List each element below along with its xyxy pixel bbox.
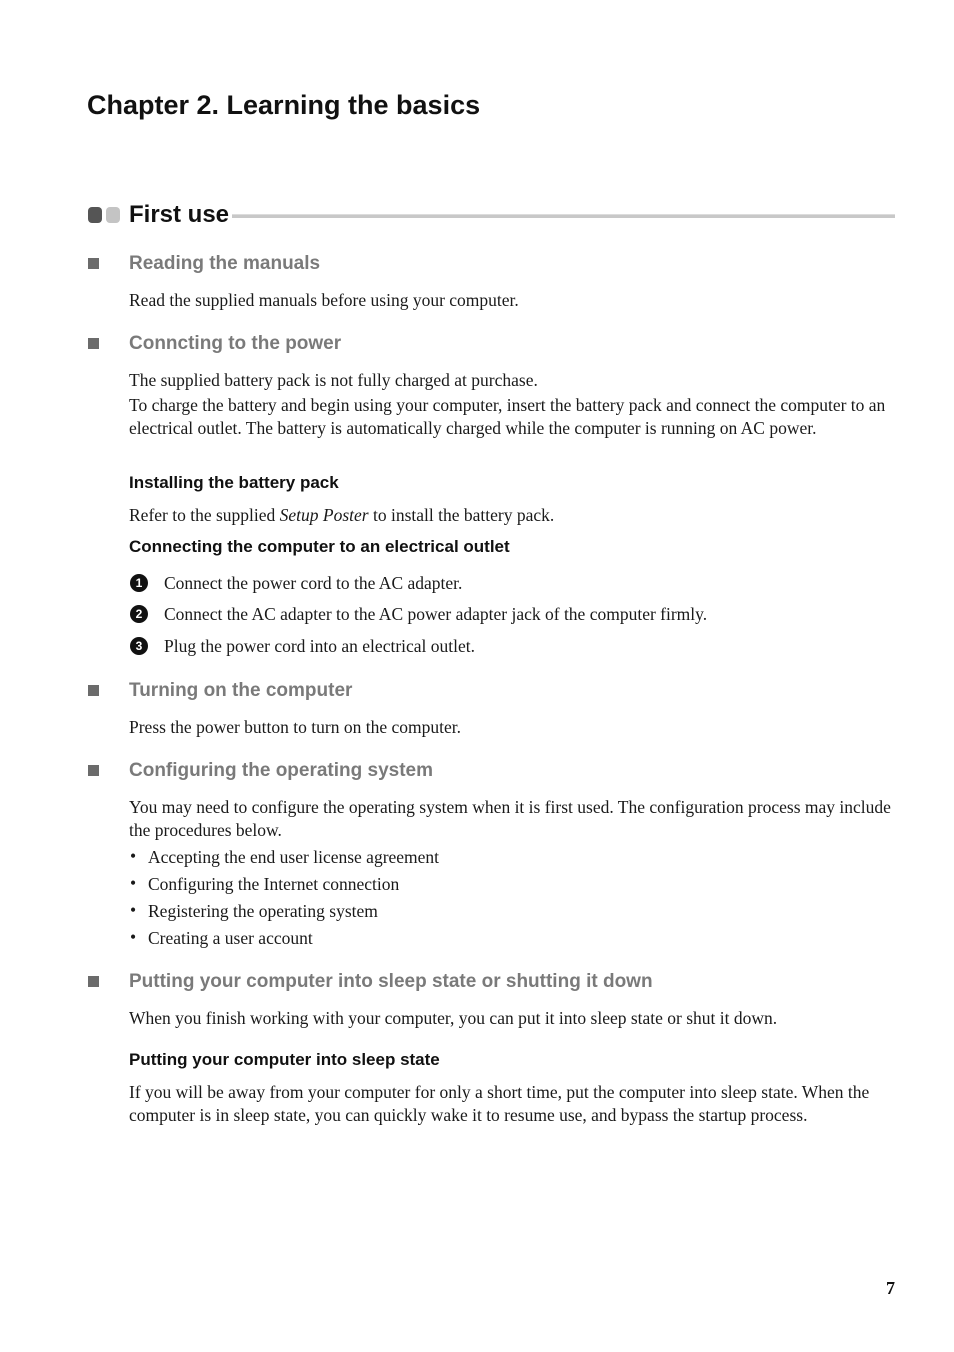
os-bullet-1: Accepting the end user license agreement — [148, 847, 440, 867]
setup-poster-title: Setup Poster — [279, 505, 369, 525]
step-number-3-icon: 3 — [130, 637, 148, 655]
square-bullet-icon — [88, 685, 99, 696]
os-text: You may need to configure the operating system when it is first used. The configuration process may include the procedures below. — [129, 797, 891, 840]
sleep-sub-text: If you will be away from your computer for only a short time, put the computer into sleep state. When the computer is in sleep state, you can quickly wake it to resume use, and bypass the startup process. — [129, 1082, 870, 1125]
square-bullet-icon — [88, 976, 99, 987]
os-bullet-4: Creating a user account — [148, 928, 313, 948]
outlet-heading: Connecting the computer to an electrical outlet — [129, 537, 510, 556]
step-text-3: Plug the power cord into an electrical outlet. — [164, 636, 476, 656]
battery-text: Refer to the supplied Setup Poster to install the battery pack. — [129, 505, 555, 525]
power-paragraph-1: The supplied battery pack is not fully charged at purchase. — [129, 370, 538, 390]
subsection-heading-power: Conncting to the power — [129, 333, 342, 354]
sleep-text: When you finish working with your computer, you can put it into sleep state or shut it down. — [129, 1008, 778, 1028]
step-number-2-icon: 2 — [130, 605, 148, 623]
os-bullet-3: Registering the operating system — [148, 901, 378, 921]
sleep-sub-heading: Putting your computer into sleep state — [129, 1050, 440, 1069]
bullet-dot: • — [130, 927, 137, 947]
square-bullet-icon — [88, 765, 99, 776]
chapter-title: Chapter 2. Learning the basics — [87, 90, 481, 120]
os-bullet-2: Configuring the Internet connection — [148, 874, 400, 894]
subsection-heading-os: Configuring the operating system — [129, 760, 434, 781]
reading-text: Read the supplied manuals before using your computer. — [129, 290, 519, 310]
subsection-heading-sleep: Putting your computer into sleep state or shutting it down — [129, 971, 653, 992]
step-text-1: Connect the power cord to the AC adapter. — [164, 573, 463, 593]
section-bullet-icon — [88, 207, 121, 223]
square-bullet-icon — [88, 258, 99, 269]
step-number-1-icon: 1 — [130, 574, 148, 592]
page-number: 7 — [886, 1278, 895, 1298]
square-bullet-icon — [88, 338, 99, 349]
power-paragraph-2: To charge the battery and begin using your computer, insert the battery pack and connect the computer to an electrical outlet. The battery is automatically charged while the computer is running on AC power. — [129, 395, 886, 438]
bullet-dot: • — [130, 873, 137, 893]
battery-heading: Installing the battery pack — [129, 473, 339, 492]
step-text-2: Connect the AC adapter to the AC power adapter jack of the computer firmly. — [164, 604, 708, 624]
subsection-heading-reading: Reading the manuals — [129, 253, 321, 274]
section-divider — [232, 214, 895, 218]
subsection-heading-turning-on: Turning on the computer — [129, 680, 353, 701]
section-title: First use — [129, 201, 230, 228]
turning-on-text: Press the power button to turn on the computer. — [129, 717, 461, 737]
bullet-dot: • — [130, 900, 137, 920]
bullet-dot: • — [130, 846, 137, 866]
